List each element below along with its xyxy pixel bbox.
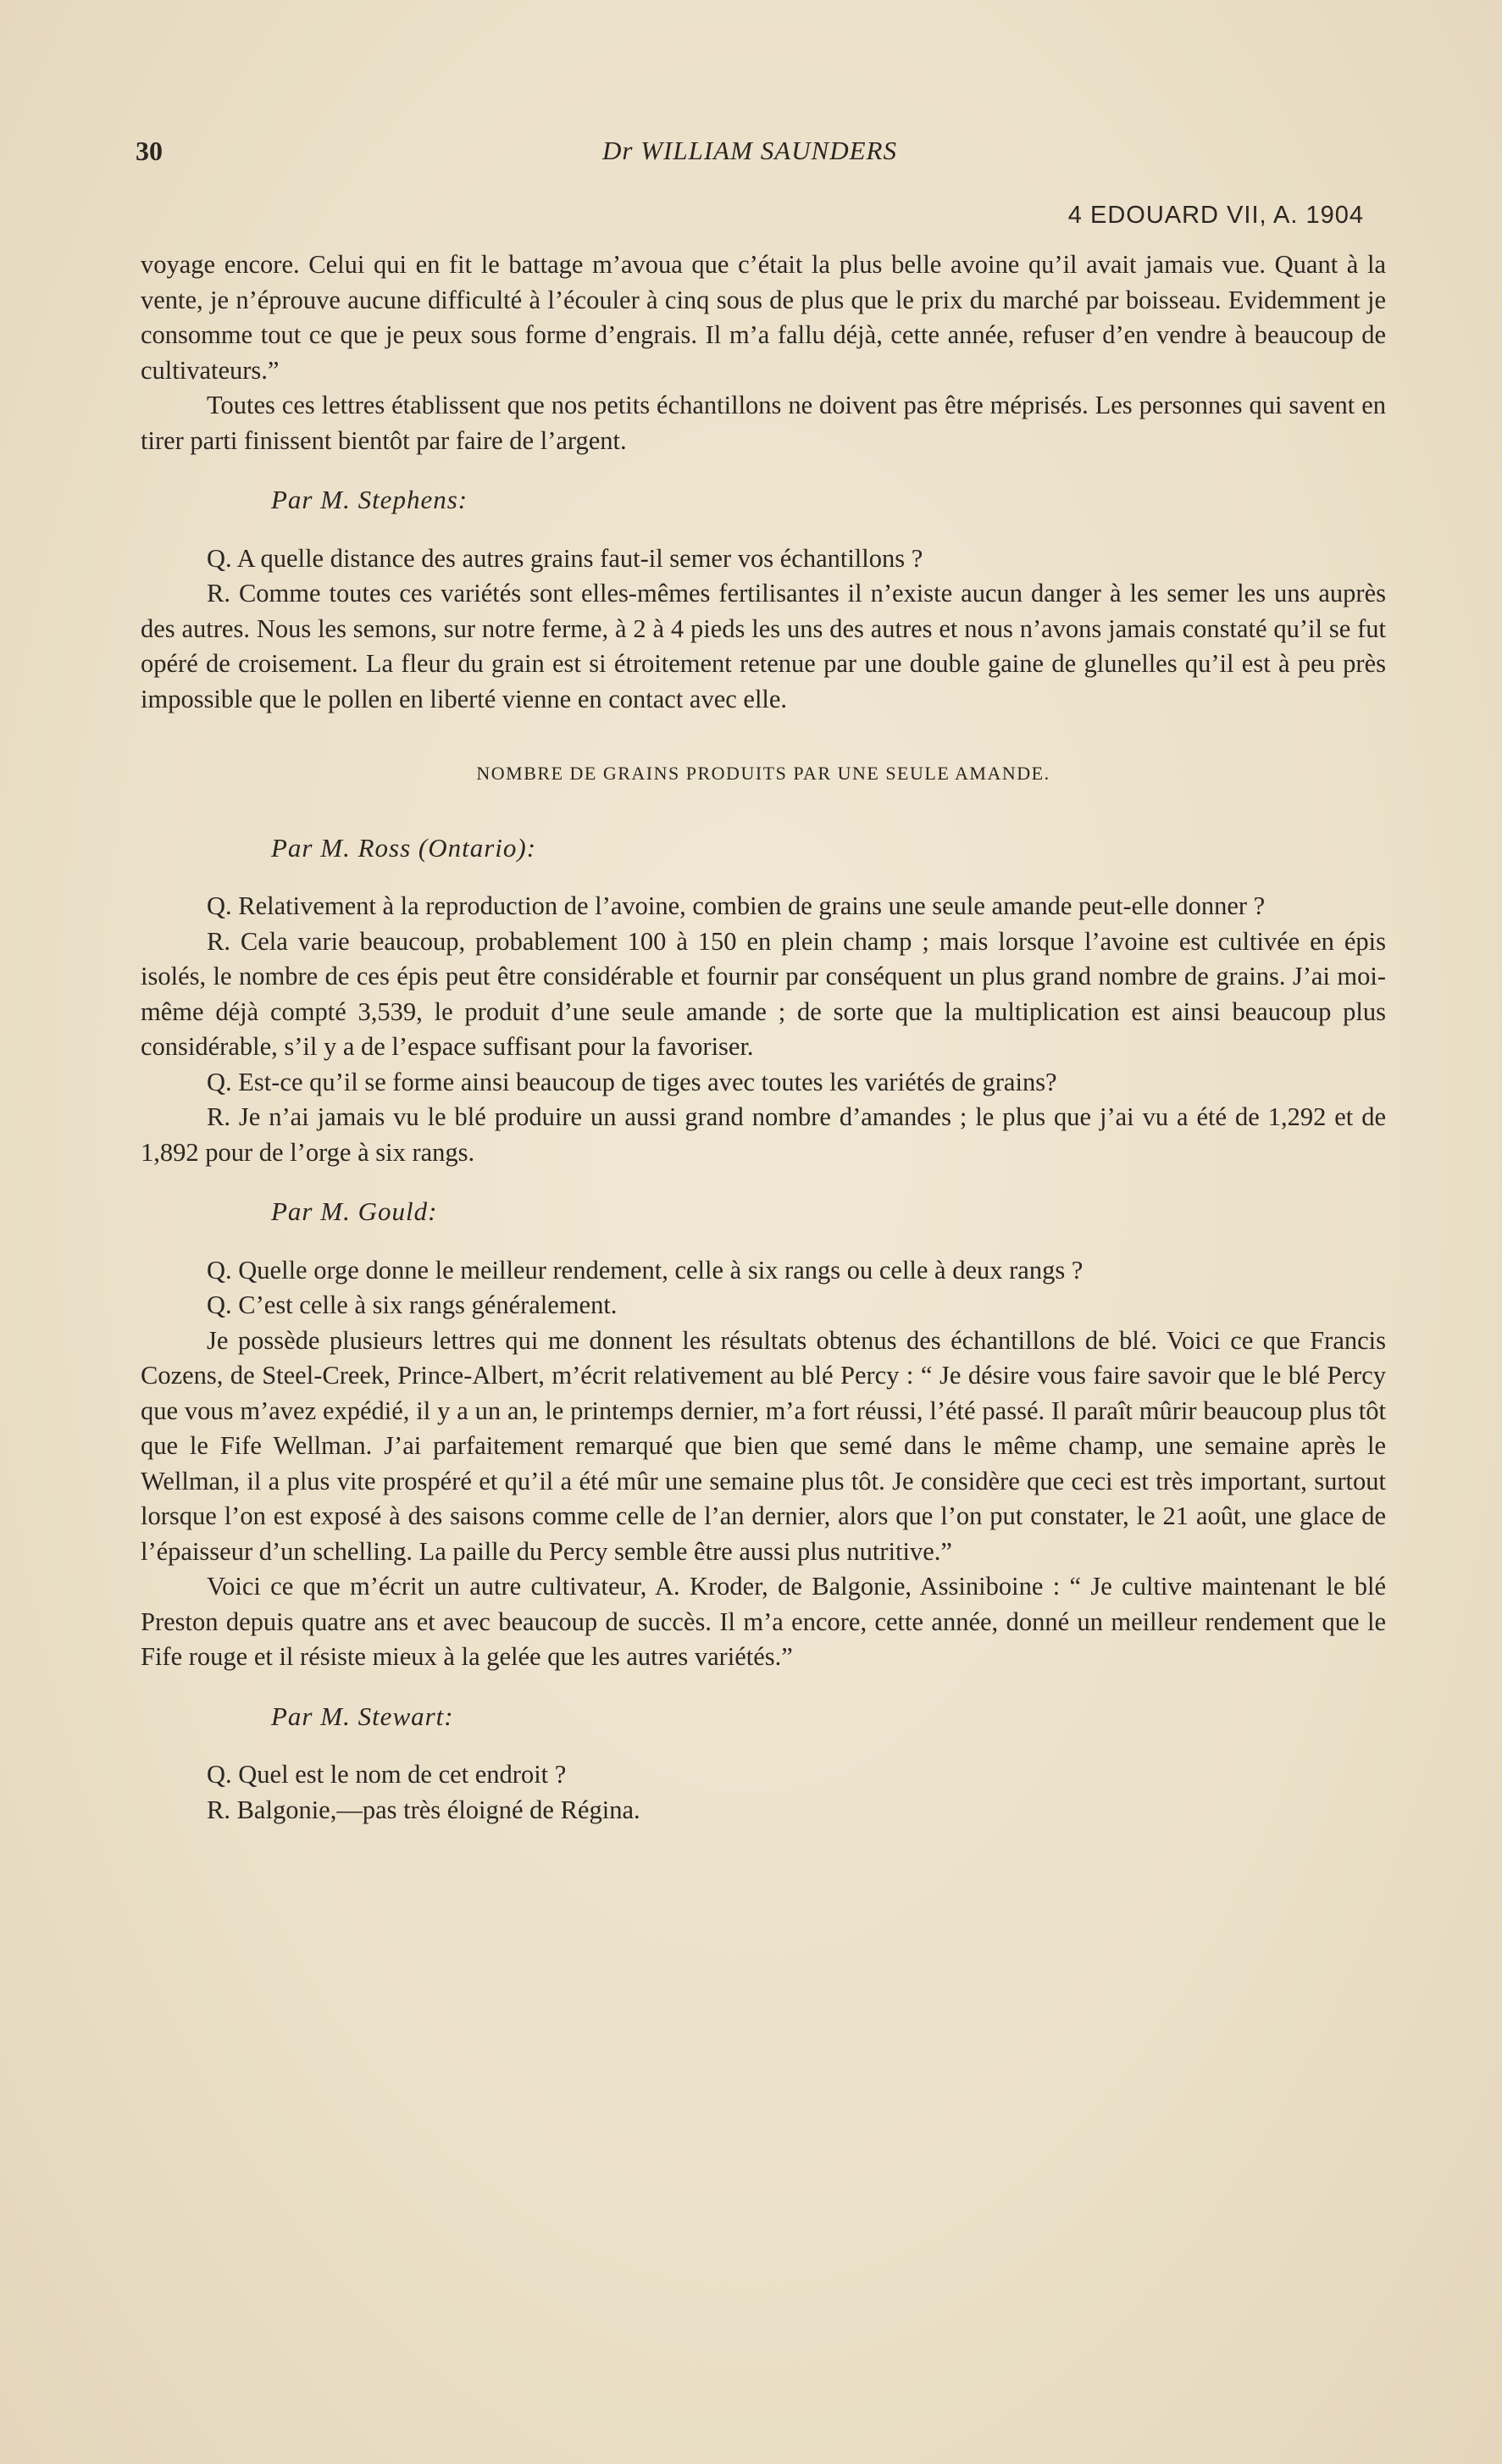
section-heading: NOMBRE DE GRAINS PRODUITS PAR UNE SEULE AMANDE.: [476, 763, 1050, 784]
session-reference: 4 EDOUARD VII, A. 1904: [1067, 202, 1364, 229]
answer-paragraph: R. Je n’ai jamais vu le blé produire un aussi grand nombre d’amandes ; le plus que j’ai vu a été de 1,292 et de 1,892 pour de l’orge à six rangs.: [141, 1102, 1386, 1167]
paragraph: Voici ce que m’écrit un autre cultivateur, A. Kroder, de Balgonie, Assiniboine : “ Je cultive maintenant le blé Preston depuis quatre ans et avec beaucoup de succès. Il m’a encore, cette année, donné un meilleur rendement que le Fife rouge et il résiste mieux à la gelée que les autres variétés.”: [141, 1572, 1386, 1671]
body-text: [141, 247, 1386, 1828]
question-paragraph: Q. Est-ce qu’il se forme ainsi beaucoup de tiges avec toutes les variétés de grains?: [207, 1067, 1057, 1096]
question-paragraph: Q. Quel est le nom de cet endroit ?: [207, 1760, 567, 1789]
paragraph: voyage encore. Celui qui en fit le battage m’avoua que c’était la plus belle avoine qu’il avait jamais vue. Quant à la vente, je n’éprouve aucune difficulté à l’écouler à cinq sous de plus que le prix du marché par boisseau. Evidemment je consomme tout ce que je peux sous forme d’engrais. Il m’a fallu déjà, cette année, refuser d’en vendre à beaucoup de cultivateurs.”: [141, 250, 1386, 385]
speaker-label: Par M. Stephens:: [271, 485, 468, 514]
question-paragraph: Q. Quelle orge donne le meilleur rendement, celle à six rangs ou celle à deux rangs ?: [207, 1255, 1084, 1285]
speaker-label: Par M. Stewart:: [271, 1701, 454, 1731]
page-number: 30: [136, 136, 163, 166]
running-title: Dr WILLIAM SAUNDERS: [602, 136, 897, 165]
speaker-label: Par M. Ross (Ontario):: [271, 832, 537, 863]
answer-paragraph: R. Balgonie,—pas très éloigné de Régina.: [207, 1795, 640, 1824]
paragraph: Toutes ces lettres établissent que nos petits échantillons ne doivent pas être méprisés. Les personnes qui savent en tirer parti finissent bientôt par faire de l’argent.: [141, 391, 1386, 455]
speaker-label: Par M. Gould:: [271, 1196, 438, 1226]
answer-paragraph: R. Cela varie beaucoup, probablement 100 à 150 en plein champ ; mais lorsque l’avoine est cultivée en épis isolés, le nombre de ces épis peut être considérable et fournir par conséquent un plus grand nombre de grains. J’ai moi-même déjà compté 3,539, le produit d’une seule amande ; de sorte que la multiplication est ainsi beaucoup plus considérable, s’il y a de l’espace suffisant pour la favoriser.: [141, 926, 1386, 1061]
question-paragraph: Q. Relativement à la reproduction de l’avoine, combien de grains une seule amande peut-elle donner ?: [207, 891, 1266, 920]
answer-paragraph: R. Comme toutes ces variétés sont elles-mêmes fertilisantes il n’existe aucun danger à les semer les uns auprès des autres. Nous les semons, sur notre ferme, à 2 à 4 pieds les uns des autres et nous n’avons jamais constaté qu’il se fut opéré de croisement. La fleur du grain est si étroitement retenue par une double gaine de glunelles qu’il est à peu près impossible que le pollen en liberté vienne en contact avec elle.: [141, 579, 1386, 713]
paragraph: Je possède plusieurs lettres qui me donnent les résultats obtenus des échantillons de blé. Voici ce que Francis Cozens, de Steel-Creek, Prince-Albert, m’écrit relativement au blé Percy : “ Je désire vous faire savoir que le blé Percy que vous m’avez expédié, il y a un an, le printemps dernier, m’a fort réussi, l’été passé. Il paraît mûrir beaucoup plus tôt que le Fife Wellman. J’ai parfaitement remarqué que bien que semé dans le même champ, une semaine après le Wellman, il a plus vite prospéré et qu’il a été mûr une semaine plus tôt. Je considère que ceci est très important, surtout lorsque l’on est exposé à des saisons comme celle de l’an dernier, alors que l’on put constater, le 21 août, une glace de l’épaisseur d’un schelling. La paille du Percy semble être aussi plus nutritive.”: [141, 1325, 1386, 1566]
page-header: [136, 136, 1364, 229]
question-paragraph: Q. A quelle distance des autres grains faut-il semer vos échantillons ?: [207, 543, 923, 573]
answer-paragraph: Q. C’est celle à six rangs généralement.: [207, 1290, 618, 1319]
